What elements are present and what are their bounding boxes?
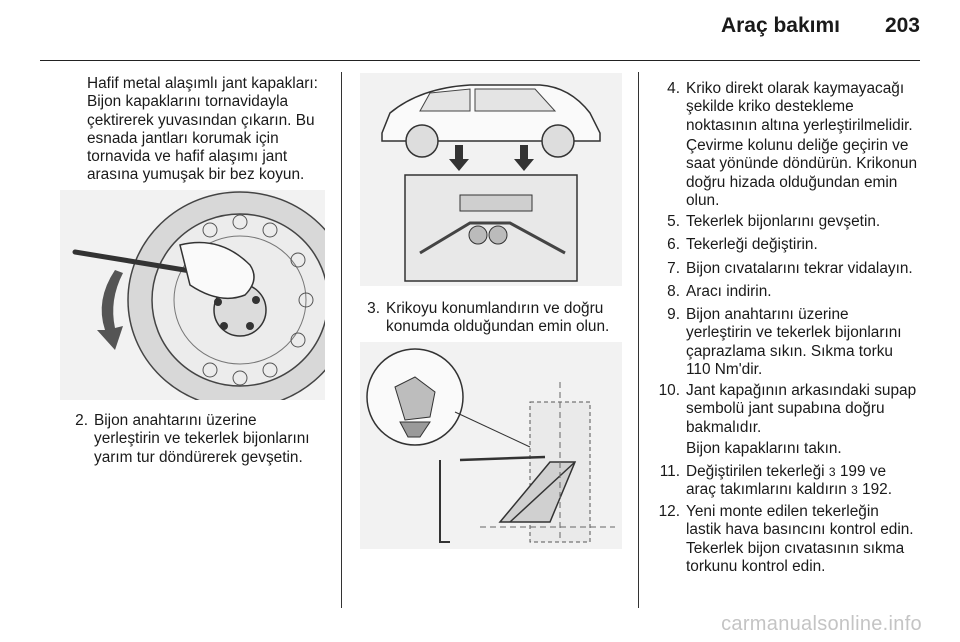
page-number: 203 xyxy=(884,14,920,37)
step-line: 110 Nm'dir. xyxy=(686,360,763,378)
step-line: konumda olduğundan emin olun. xyxy=(386,318,610,336)
intro-line: arasına yumuşak bir bez koyun. xyxy=(87,166,305,184)
step-number: 11. xyxy=(659,463,680,480)
page-reference-link[interactable]: 192. xyxy=(857,481,893,499)
step-line: Tekerlek bijonlarını gevşetin. xyxy=(686,213,881,230)
step-line: şekilde kriko destekleme xyxy=(686,98,854,116)
header-rule xyxy=(40,60,920,61)
step-text: Değiştirilen tekerleği xyxy=(686,463,829,480)
page-reference-arrow-icon: 3 xyxy=(828,465,836,479)
wheel-wrench-icon xyxy=(60,190,325,400)
watermark: carmanualsonline.info xyxy=(721,613,922,635)
intro-line: Bijon kapaklarını tornavidayla xyxy=(87,93,289,111)
step-line: Aracı indirin. xyxy=(686,283,772,300)
header-title: Araç bakımı xyxy=(720,14,840,37)
intro-paragraph xyxy=(87,75,318,185)
step-line: Krikoyu konumlandırın ve doğru xyxy=(386,300,604,317)
step-number: 7. xyxy=(667,260,680,277)
intro-line: çektirerek yuvasından çıkarın. Bu xyxy=(87,111,315,129)
step-line: olun. xyxy=(686,191,720,209)
intro-line: esnada jantları korumak için xyxy=(87,129,279,147)
step-line: lastik hava basıncını kontrol edin. xyxy=(686,521,914,539)
figure-jack-position-detail xyxy=(360,342,622,549)
step-line: Bijon kapaklarını takın. xyxy=(686,440,842,457)
step-line: Bijon anahtarını üzerine xyxy=(94,412,257,429)
step-number: 2. xyxy=(75,412,88,429)
step-number: 9. xyxy=(667,306,680,323)
figure-car-jack-points xyxy=(360,73,622,286)
step-number: 12. xyxy=(658,503,680,520)
step-text: araç takımlarını kaldırın xyxy=(686,481,852,499)
step-number: 5. xyxy=(667,213,680,230)
step-line: sembolü jant supabına doğru xyxy=(686,400,885,418)
intro-line: tornavida ve hafif alaşımı jant xyxy=(87,148,288,166)
step-line: Çevirme kolunu deliğe geçirin ve xyxy=(686,137,909,154)
step-line: Yeni monte edilen tekerleğin xyxy=(686,503,879,520)
step-line: Tekerleği değiştirin. xyxy=(686,236,818,253)
figure-wheel-wrench xyxy=(60,190,325,400)
column-divider-left xyxy=(341,72,342,608)
step-line: noktasının altına yerleştirilmelidir. xyxy=(686,116,913,134)
step-line: Bijon anahtarını üzerine xyxy=(686,306,849,323)
step-number: 8. xyxy=(667,283,680,300)
step-line: Tekerlek bijon cıvatasının sıkma xyxy=(686,539,905,557)
step-number: 3. xyxy=(367,300,380,317)
step-number: 6. xyxy=(667,236,680,253)
step-line xyxy=(686,481,892,499)
step-line: bakmalıdır. xyxy=(686,418,762,436)
step-line xyxy=(686,463,892,481)
step-number: 10. xyxy=(658,382,680,399)
step-line: yerleştirin ve tekerlek bijonlarını xyxy=(94,430,310,448)
intro-line: Hafif metal alaşımlı jant kapakları: xyxy=(87,75,318,92)
car-jack-points-icon xyxy=(360,73,622,286)
step-line: doğru hizada olduğundan emin xyxy=(686,173,898,191)
step-line: Kriko direkt olarak kaymayacağı xyxy=(686,80,905,97)
step-number: 4. xyxy=(667,80,680,97)
jack-position-detail-icon xyxy=(360,342,622,549)
step-line: Bijon cıvatalarını tekrar vidalayın. xyxy=(686,260,913,277)
step-line: Jant kapağının arkasındaki supap xyxy=(686,382,917,399)
step-line: saat yönünde döndürün. Krikonun xyxy=(686,155,918,173)
page-reference-link[interactable]: 199 ve xyxy=(835,463,887,480)
step-line: yarım tur döndürerek gevşetin. xyxy=(94,448,303,466)
step-line: çaprazlama sıkın. Sıkma torku xyxy=(686,342,893,360)
page-reference-arrow-icon: 3 xyxy=(851,483,858,498)
step-line: yerleştirin ve tekerlek bijonlarını xyxy=(686,324,902,342)
column-divider-right xyxy=(638,72,639,608)
step-line: torkunu kontrol edin. xyxy=(686,557,826,575)
